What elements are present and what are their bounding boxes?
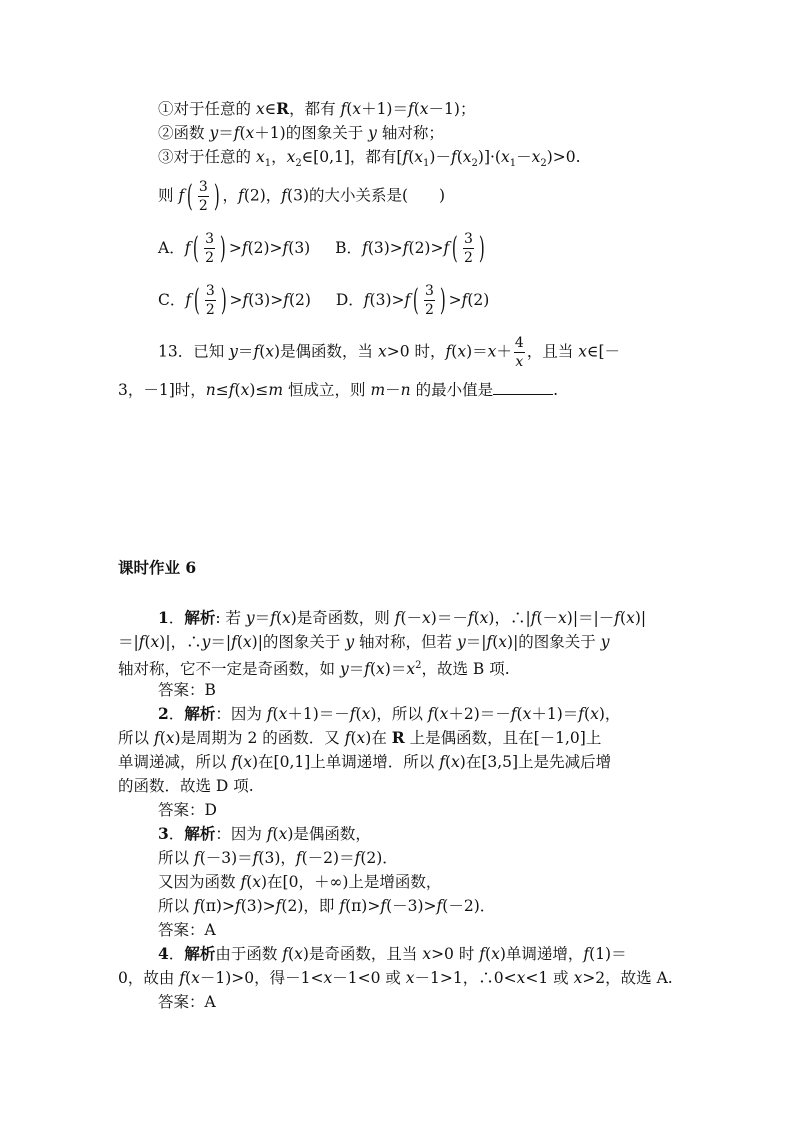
options-row-cd [158, 282, 489, 319]
condition-1: ①对于任意的 x∈R，都有 f(x＋1)＝f(x－1)； [158, 99, 476, 118]
solution-3-line-4: 所以 f(π)>f(3)>f(2)，即 f(π)>f(－3)>f(－2)． [158, 897, 496, 915]
answer-3: 答案：A [158, 921, 216, 939]
condition-3: ③对于任意的 $x_1$，$x_2\in[0,1]$，都有$[f(x_1)-f(x_2)]\cdot(x_1-x_2)>0$. [158, 148, 581, 170]
solution-2-line-2: 所以 f(x)是周期为 2 的函数．又 f(x)在 R 上是偶函数，且在[－1,0]上 [118, 728, 602, 747]
solution-1-line-2: ＝|f(x)|，∴y＝|f(x)|的图象关于 y 轴对称，但若 y＝|f(x)|的图象关于 y [118, 633, 610, 651]
answer-blank [493, 380, 553, 395]
solution-4-line-1: 4．解析由于函数 f(x)是奇函数，且当 x>0 时 f(x)单调递增，f(1)＝ [158, 944, 627, 963]
solution-4-line-2: 0，故由 f(x－1)>0，得－1<x－1<0 或 x－1>1，∴0<x<1 或 x>2，故选 A. [118, 969, 673, 987]
solution-2-line-4: 的函数．故选 D 项. [118, 777, 254, 795]
problem-13-line-1: 13．已知 y＝f(x)是偶函数，当 x>0 时，f(x)＝x＋ $\frac{4}{x}$ ，且当 x∈[－ [158, 335, 621, 370]
option-d: D．f(3)>f( $\frac{3}{2}$ ) >f(2) [335, 282, 490, 318]
solution-3-line-2: 所以 f(－3)＝f(3)，f(－2)＝f(2)． [158, 849, 398, 867]
option-b: B．f(3)>f(2)>f( $\frac{3}{2}$ ) [335, 230, 485, 266]
solution-1-line-1: 1．解析: 若 y＝f(x)是奇函数，则 f(－x)＝－f(x)，∴|f(－x)|＝|－f(x)| [158, 608, 647, 627]
solution-3-line-3: 又因为函数 f(x)在[0，＋∞)上是增函数， [158, 873, 442, 891]
option-a: A．f( $\frac{3}{2}$ ) >f(2)>f(3) [158, 230, 311, 266]
question-12: 则 f( $\frac{3}{2}$ ) ，f(2)，f(3)的大小关系是( ) [158, 178, 446, 214]
answer-4: 答案：A [158, 993, 216, 1011]
solution-3-line-1: 3．解析：因为 f(x)是偶函数， [158, 824, 371, 843]
solution-2-line-3: 单调递减，所以 f(x)在[0,1]上单调递增．所以 f(x)在[3,5]上是先减后增 [118, 753, 612, 771]
solution-1-line-3: 轴对称，它不一定是奇函数，如 $y=f(x)=x^2$，故选 B 项. [118, 660, 510, 679]
answer-2: 答案：D [158, 801, 217, 819]
condition-2: ②函数 y＝f(x＋1)的图象关于 y 轴对称； [158, 124, 444, 142]
section-title: 课时作业 6 [118, 558, 197, 577]
solution-2-line-1: 2．解析：因为 f(x＋1)＝－f(x)，所以 f(x＋2)＝－f(x＋1)＝f(x)， [158, 704, 621, 723]
problem-13-line-2: 3，－1]时，n≤f(x)≤m 恒成立，则 m－n 的最小值是 . [118, 381, 559, 399]
option-c: C．f( $\frac{3}{2}$ ) >f(3)>f(2) [158, 282, 311, 318]
options-row-ab [158, 230, 488, 267]
answer-1: 答案：B [158, 681, 216, 699]
